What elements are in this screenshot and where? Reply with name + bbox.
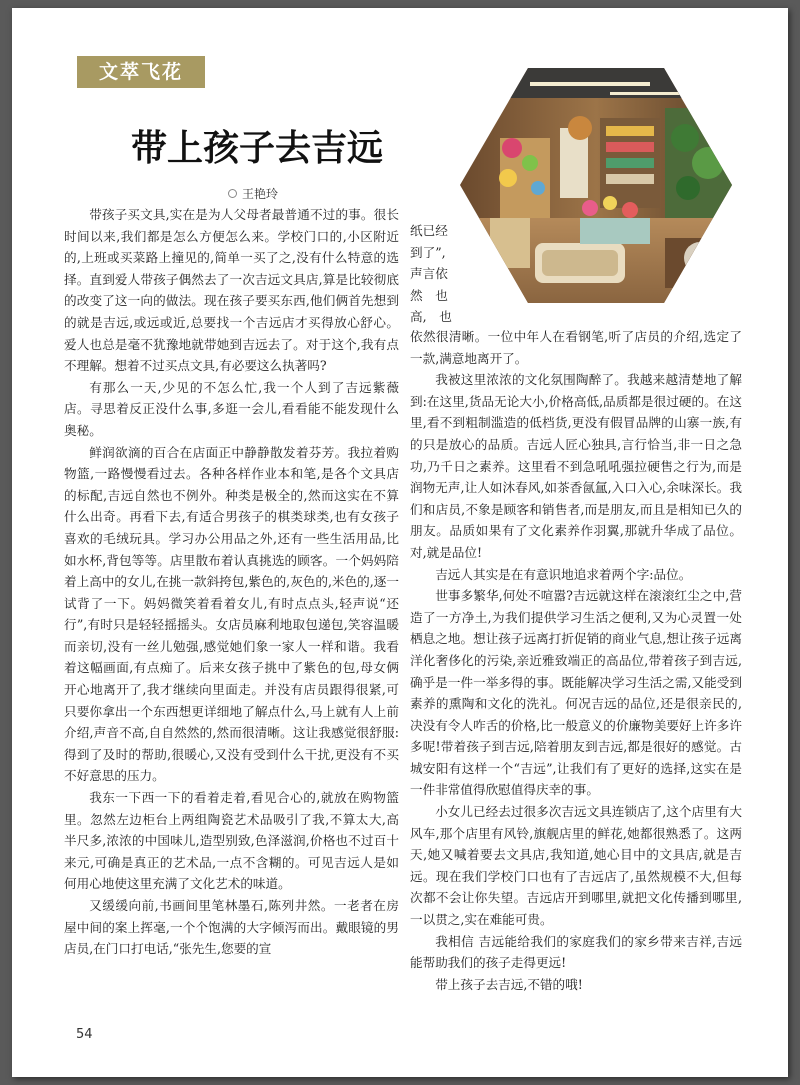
text-line: 到了”,	[410, 244, 446, 260]
article-body-right-wrap	[410, 220, 462, 328]
page-number: 54	[76, 1027, 93, 1042]
byline	[228, 185, 278, 202]
paragraph: 有那么一天,少见的不怎么忙,我一个人到了吉远紫薇店。寻思着反正没什么事,多逛一会儿,看看能不能发现什么奥秘。	[64, 379, 399, 438]
store-photo	[460, 68, 732, 303]
section-tag: 文萃飞花	[77, 56, 205, 88]
bullet-circle-icon	[228, 189, 237, 198]
paragraph: 依然很清晰。一位中年人在看钢笔,听了店员的介绍,选定了一款,满意地离开了。	[410, 329, 742, 366]
author-name: 王艳玲	[242, 187, 279, 201]
magazine-page	[12, 8, 788, 1077]
paragraph: 鲜润欲滴的百合在店面正中静静散发着芬芳。我拉着购物篮,一路慢慢看过去。各种各样作业本和笔,是各个文具店的标配,吉远自然也不例外。种类是极全的,然而这实在不算什么出奇。再看下去,有适合男孩子的棋类球类,也有女孩子喜欢的毛绒玩具。学习办公用品之外,还有一些生活用品,比如水杯,背包等等。店里散布着认真挑选的顾客。一个妈妈陪着上高中的女儿,在挑一款斜挎包,紫色的,灰色的,米色的,逐一试背了一下。妈妈微笑着看着女儿,有时点点头,轻声说“还行”,有时只是轻轻摇摇头。女店员麻利地取包递包,笑容温暖而亲切,没有一丝儿勉强,感觉她们象一家人一样和谐。我看着这幅画面,有点痴了。后来女孩子挑中了紫色的包,母女俩开心地离开了,我才继续向里面走。并没有店员跟得很紧,可只要你拿出一个东西想更详细地了解点什么,马上就有人上前介绍,声音不高,自自然然的,然而很清晰。这让我感觉很舒服:得到了及时的帮助,很暖心,又没有受到什么干扰,更没有不买不好意思的压力。	[64, 444, 399, 784]
text-line: 纸已经	[410, 223, 448, 238]
paragraph: 又缓缓向前,书画间里笔林墨石,陈列井然。一老者在房屋中间的案上挥毫,一个个饱满的大字倾泻而出。戴眼镜的男店员,在门口打电话,“张先生,您要的宣	[64, 898, 399, 957]
paragraph: 我相信 吉远能给我们的家庭我们的家乡带来吉祥,吉远能帮助我们的孩子走得更远!	[410, 933, 742, 971]
paragraph: 我被这里浓浓的文化氛围陶醉了。我越来越清楚地了解到:在这里,货品无论大小,价格高低,品质都是很过硬的。在这里,看不到粗制滥造的低档货,更没有假冒品牌的山寨一族,有的只是放心的品质。吉远人匠心独具,言行恰当,非一日之急功,乃千日之素养。这里看不到急吼吼强拉硬售之行为,而是润物无声,让人如沐春风,如茶香氤氲,入口入心,余味深长。我们和店员,不象是顾客和销售者,而是朋友,而且是相知已久的朋友。品质如果有了文化素养作羽翼,那就升华成了品位。对,就是品位!	[410, 372, 742, 560]
paragraph: 带孩子买文具,实在是为人父母者最普通不过的事。很长时间以来,我们都是怎么方便怎么来。学校门口的,小区附近的,上班或买菜路上撞见的,简单一买了之,没有什么特意的选择。直到爱人带孩子偶然去了一次吉远文具店,算是比较彻底的改变了这一向的做法。现在孩子要买东西,他们俩首先想到的就是吉远,或远或近,总要找一个吉远店才买得放心舒心。爱人也总是毫不犹豫地就带她到吉远去了。对于这个,我有点不理解。想着不过买点文具,有必要这么执著吗?	[64, 207, 399, 374]
text-line: 高, 也	[410, 309, 452, 325]
paragraph: 我东一下西一下的看着走着,看见合心的,就放在购物篮里。忽然左边柜台上两组陶瓷艺术品吸引了我,不算太大,高半尺多,浓浓的中国味儿,造型别致,色泽滋润,价格也不过百十来元,可确是真正的艺术品,一点不含糊的。可见吉远人是如何用心地使这里充满了文化艺术的味道。	[64, 790, 399, 892]
paragraph: 世事多繁华,何处不喧嚣?吉远就这样在滚滚红尘之中,营造了一方净土,为我们提供学习生活之便利,又为心灵置一处栖息之地。想让孩子远离打折促销的商业气息,想让孩子远离洋化奢侈化的污染,亲近雅致端正的高品位,带着孩子到吉远,确乎是一件一举多得的事。既能解决学习生活之需,又能受到素养的熏陶和文化的洗礼。何况吉远的品位,还是很亲民的,决没有令人咋舌的价格,比一般意义的价廉物美要好上许多许多呢!带着孩子到吉远,陪着朋友到吉远,都是很好的感觉。古城安阳有这样一个“吉远”,让我们有了更好的选择,这实在是一件非常值得欣慰值得庆幸的事。	[410, 588, 742, 798]
text-line: 声言依	[410, 266, 448, 282]
text-line: 然 也	[410, 287, 448, 303]
article-body-left	[64, 204, 399, 960]
paragraph: 小女儿已经去过很多次吉远文具连锁店了,这个店里有大风车,那个店里有风铃,旗舰店里的鲜花,她都很熟悉了。这两天,她又喊着要去文具店,我知道,她心目中的文具店,就是吉远。现在我们学校门口也有了吉远店了,虽然规模不大,但每次都不会让你失望。吉远店开到哪里,就把文化传播到哪里,一以贯之,实在难能可贵。	[410, 804, 742, 928]
article-body-right	[410, 326, 742, 995]
paragraph: 吉远人其实是在有意识地追求着两个字:品位。	[435, 566, 692, 582]
article-title: 带上孩子去吉远	[130, 128, 383, 169]
store-photo-hexagon	[460, 68, 732, 303]
paragraph: 带上孩子去吉远,不错的哦!	[435, 976, 583, 992]
